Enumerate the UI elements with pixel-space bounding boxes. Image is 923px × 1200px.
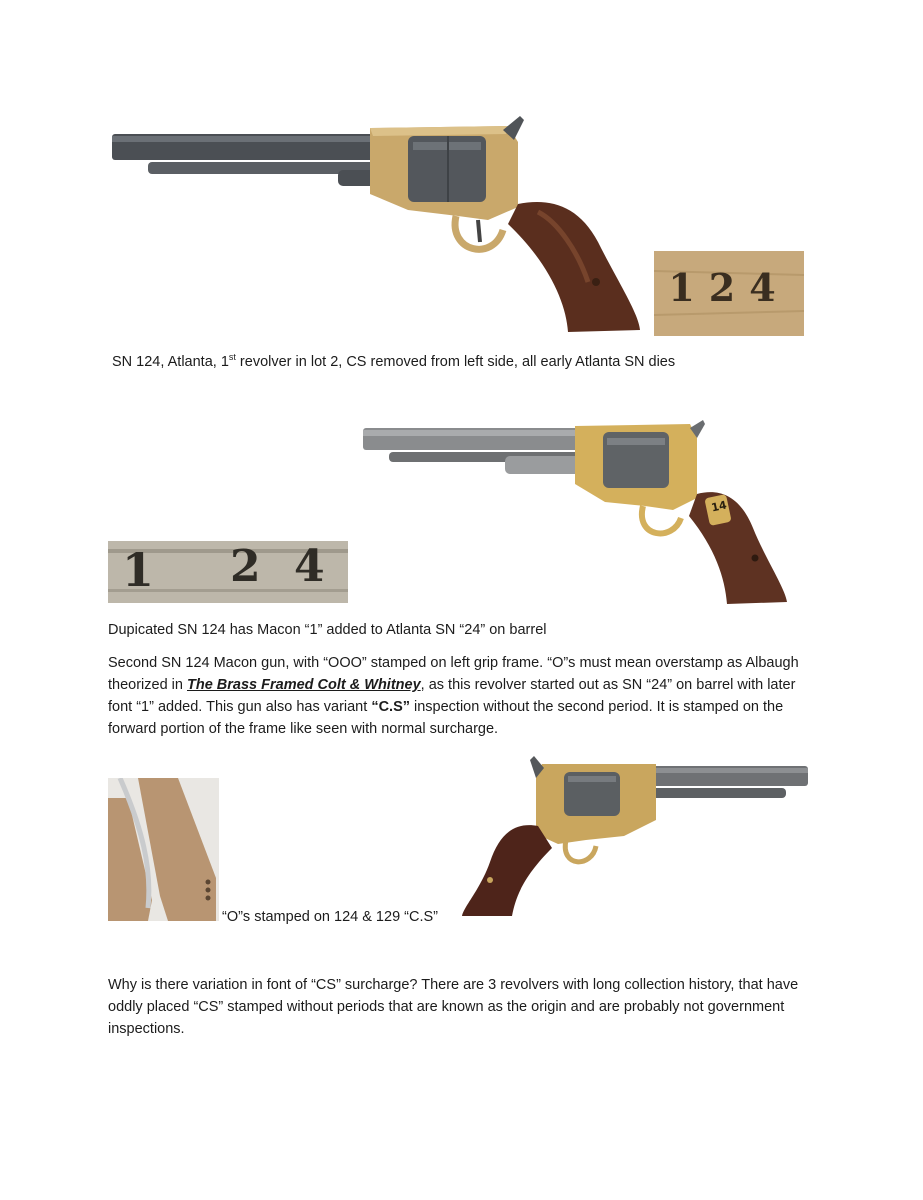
- paragraph-1-text-c: inspection without the second period. It is stamped on the forward portion of the frame like seen with normal surcharge.: [108, 699, 784, 737]
- paragraph-1-text-a: Second SN 124 Macon gun, with “OOO” stamped on left grip frame. “O”s must mean overstamp as Albaugh theorized in: [108, 655, 799, 693]
- serial-closeup-photo-1: [654, 251, 804, 336]
- paragraph-1-text-b: , as this revolver started out as SN “24” on barrel with later font “1” added. This gun also has variant: [108, 677, 796, 715]
- serial-stamp-digit-1: 1: [122, 543, 155, 597]
- revolver-photo-1: [108, 112, 648, 337]
- caption-photo-1: [112, 351, 832, 373]
- serial-stamp-digit-2: 2: [230, 541, 261, 592]
- serial-stamp-124: 124: [668, 265, 790, 310]
- cs-variant-mark: “C.S”: [371, 699, 410, 715]
- caption-photo-3: “O”s stamped on 124 & 129 “C.S”: [222, 909, 438, 925]
- book-title: The Brass Framed Colt & Whitney: [187, 677, 421, 693]
- caption-1-sup: st: [228, 352, 236, 363]
- revolver-photo-2: [355, 418, 805, 606]
- grip-tag-label: 14: [710, 498, 728, 515]
- serial-stamp-digit-4: 4: [294, 541, 325, 592]
- caption-1-text-end: revolver in lot 2, CS removed from left side, all early Atlanta SN dies: [235, 354, 676, 370]
- paragraph-macon-gun: [108, 652, 808, 740]
- paragraph-cs-surcharge: Why is there variation in font of “CS” surcharge? There are 3 revolvers with long collection history, that have oddly placed “CS” stamped without periods that are known as the origin and are probably not government inspections.: [108, 977, 799, 1037]
- caption-1-text: SN 124, Atlanta, 1: [112, 354, 229, 370]
- frame-closeup-photo: [108, 778, 219, 921]
- caption-photo-2: Dupicated SN 124 has Macon “1” added to Atlanta SN “24” on barrel: [108, 622, 547, 638]
- serial-closeup-photo-2: [108, 541, 348, 603]
- revolver-photo-3: [456, 756, 812, 918]
